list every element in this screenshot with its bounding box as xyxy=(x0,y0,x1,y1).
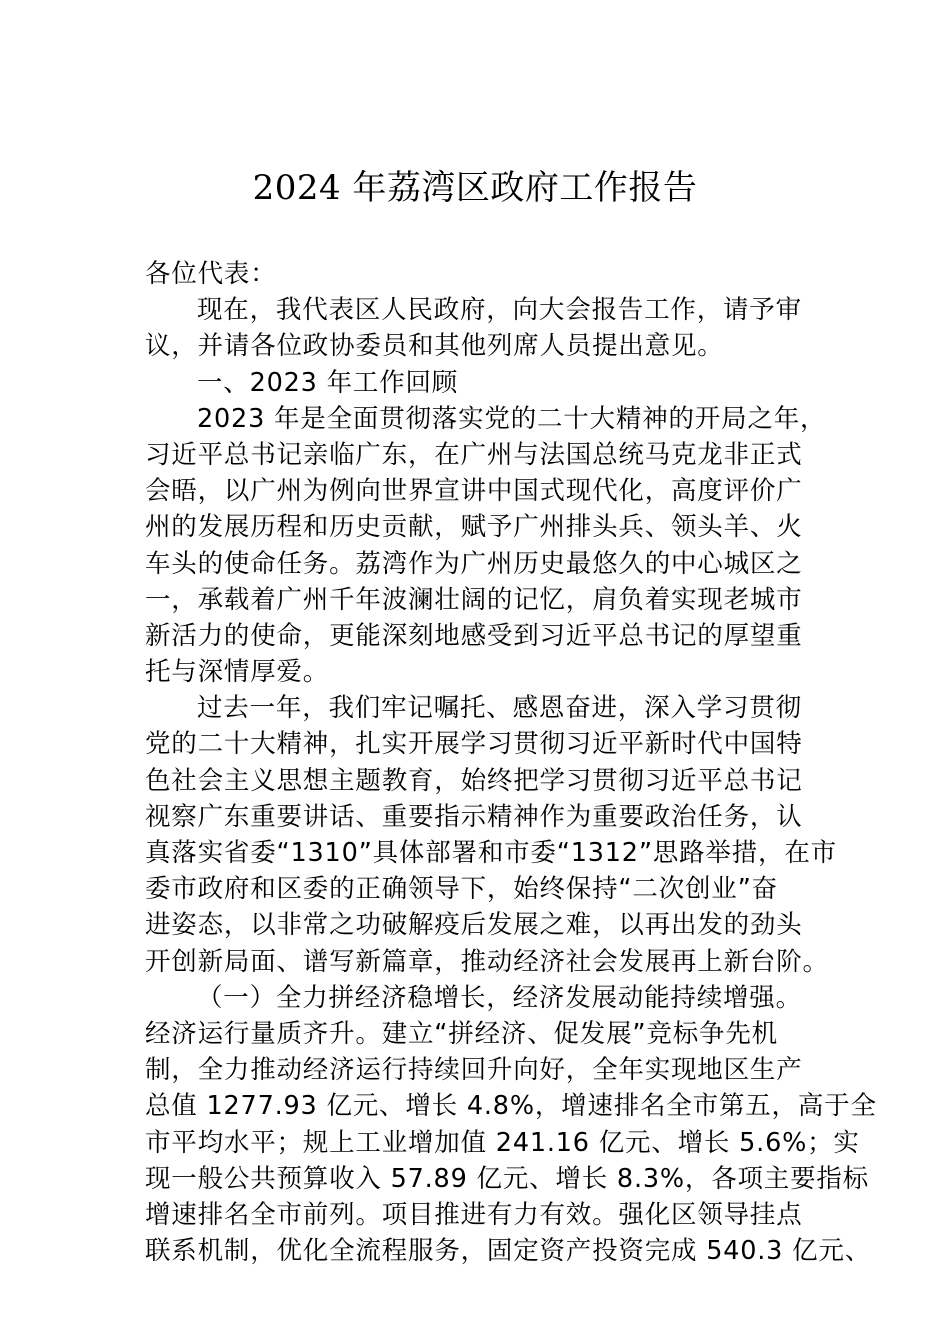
text-line: 会晤，以广州为例向世界宣讲中国式现代化，高度评价广 xyxy=(145,476,803,507)
text-line: 联系机制，优化全流程服务，固定资产投资完成 540.3 亿元、 xyxy=(145,1236,872,1267)
text-line: 议，并请各位政协委员和其他列席人员提出意见。 xyxy=(145,331,724,362)
document-title: 2024 年荔湾区政府工作报告 xyxy=(252,168,698,208)
text-line: 过去一年，我们牢记嘱托、感恩奋进，深入学习贯彻 xyxy=(197,693,802,724)
text-line: 2023 年是全面贯彻落实党的二十大精神的开局之年， xyxy=(197,403,827,434)
text-line: 现在，我代表区人民政府，向大会报告工作，请予审 xyxy=(197,295,802,326)
text-line: 新活力的使命，更能深刻地感受到习近平总书记的厚望重 xyxy=(145,620,803,651)
text-line: 进姿态，以非常之功破解疫后发展之难，以再出发的劲头 xyxy=(145,910,803,941)
text-line: 一，承载着广州千年波澜壮阔的记忆，肩负着实现老城市 xyxy=(145,584,803,615)
text-line: （一）全力拼经济稳增长，经济发展动能持续增强。 xyxy=(197,982,802,1013)
text-line: 各位代表： xyxy=(145,259,277,289)
text-line: 委市政府和区委的正确领导下，始终保持“二次创业”奋 xyxy=(145,874,778,905)
text-line: 总值 1277.93 亿元、增长 4.8%，增速排名全市第五，高于全 xyxy=(145,1091,877,1122)
text-line: 托与深情厚爱。 xyxy=(145,657,330,688)
text-line: 视察广东重要讲话、重要指示精神作为重要政治任务，认 xyxy=(145,801,803,832)
text-line: 经济运行量质齐升。建立“拼经济、促发展”竞标争先机 xyxy=(145,1018,778,1049)
text-line: 州的发展历程和历史贡献，赋予广州排头兵、领头羊、火 xyxy=(145,512,803,543)
text-line: 党的二十大精神，扎实开展学习贯彻习近平新时代中国特 xyxy=(145,729,803,760)
text-line: 习近平总书记亲临广东，在广州与法国总统马克龙非正式 xyxy=(145,439,803,470)
text-line: 色社会主义思想主题教育，始终把学习贯彻习近平总书记 xyxy=(145,765,803,796)
text-line: 开创新局面、谱写新篇章，推动经济社会发展再上新台阶。 xyxy=(145,946,829,977)
text-line: 一、2023 年工作回顾 xyxy=(197,367,459,398)
text-line: 制，全力推动经济运行持续回升向好，全年实现地区生产 xyxy=(145,1055,803,1086)
text-line: 真落实省委“1310”具体部署和市委“1312”思路举措，在市 xyxy=(145,838,837,868)
text-line: 现一般公共预算收入 57.89 亿元、增长 8.3%，各项主要指标 xyxy=(145,1163,870,1194)
text-line: 增速排名全市前列。项目推进有力有效。强化区领导挂点 xyxy=(145,1199,803,1230)
document-body xyxy=(145,256,877,1269)
text-line: 市平均水平；规上工业增加值 241.16 亿元、增长 5.6%；实 xyxy=(145,1127,860,1158)
text-line: 车头的使命任务。荔湾作为广州历史最悠久的中心城区之 xyxy=(145,548,803,579)
